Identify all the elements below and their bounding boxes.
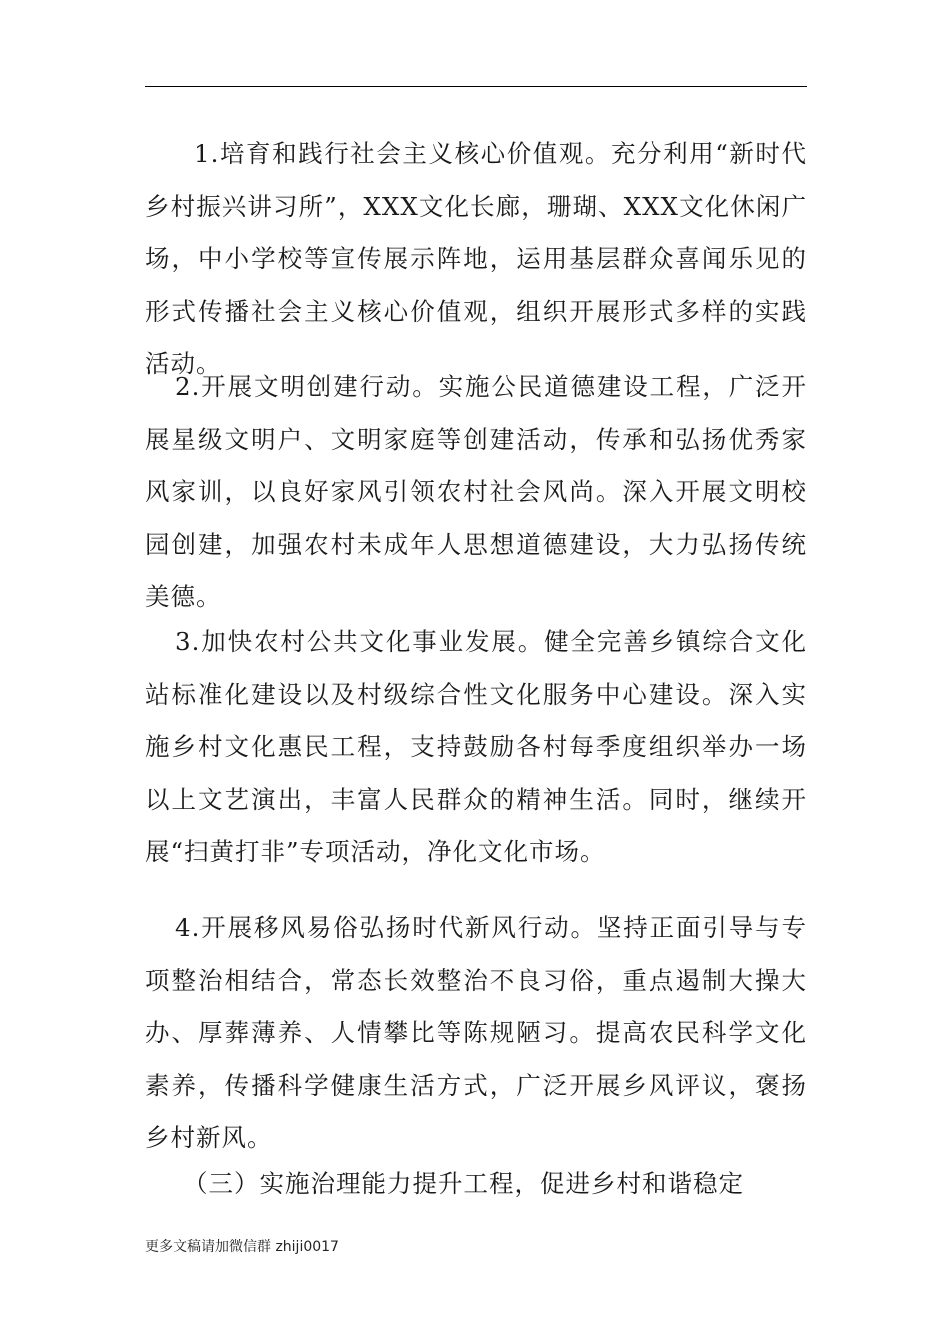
section-heading: （三）实施治理能力提升工程，促进乡村和谐稳定 bbox=[183, 1169, 744, 1198]
header-rule bbox=[145, 86, 807, 87]
paragraph-2: 2.开展文明创建行动。实施公民道德建设工程，广泛开展星级文明户、文明家庭等创建活动，传承和弘扬优秀家风家训，以良好家风引领农村社会风尚。深入开展文明校园创建，加强农村未成年人思想道德建设，大力弘扬传统美德。 bbox=[145, 372, 807, 611]
paragraph-3: 3.加快农村公共文化事业发展。健全完善乡镇综合文化站标准化建设以及村级综合性文化服务中心建设。深入实施乡村文化惠民工程，支持鼓励各村每季度组织举办一场以上文艺演出，丰富人民群众的精神生活。同时，继续开展“扫黄打非”专项活动，净化文化市场。 bbox=[145, 627, 807, 866]
paragraph-1: 1.培育和践行社会主义核心价值观。充分利用“新时代乡村振兴讲习所”，XXX文化长廊，珊瑚、XXX文化休闲广场，中小学校等宣传展示阵地，运用基层群众喜闻乐见的形式传播社会主义核心价值观，组织开展形式多样的实践活动。 bbox=[145, 139, 807, 378]
paragraph-4: 4.开展移风易俗弘扬时代新风行动。坚持正面引导与专项整治相结合，常态长效整治不良习俗，重点遏制大操大办、厚葬薄养、人情攀比等陈规陋习。提高农民科学文化素养，传播科学健康生活方式，广泛开展乡风评议，褒扬乡村新风。 bbox=[145, 913, 807, 1152]
footer-note: 更多文稿请加微信群 zhiji0017 bbox=[145, 1239, 339, 1255]
